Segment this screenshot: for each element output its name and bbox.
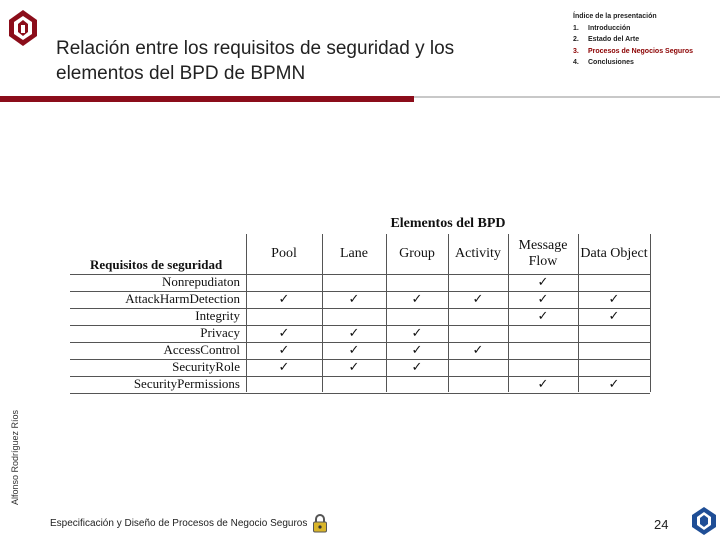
table-row-header: Requisitos de seguridad bbox=[90, 257, 223, 272]
column-header: Group bbox=[399, 246, 435, 261]
security-requirement-label: SecurityPermissions bbox=[133, 376, 240, 391]
checkmark-icon: ✓ bbox=[411, 291, 423, 306]
lock-icon bbox=[312, 513, 328, 533]
column-header: Data Object bbox=[580, 246, 648, 261]
column-header: Message Flow bbox=[518, 238, 568, 269]
toc-panel bbox=[573, 11, 693, 69]
table-column-divider bbox=[246, 234, 247, 392]
column-header: Pool bbox=[271, 246, 297, 261]
checkmark-icon: ✓ bbox=[278, 359, 290, 374]
checkmark-icon: ✓ bbox=[608, 376, 620, 391]
checkmark-icon: ✓ bbox=[411, 342, 423, 357]
slide-title: Relación entre los requisitos de seguridad y los elementos del BPD de BPMN bbox=[56, 38, 455, 84]
toc-item bbox=[573, 46, 693, 58]
toc-item-label: Introducción bbox=[588, 24, 631, 32]
security-requirement-label: SecurityRole bbox=[172, 359, 240, 374]
checkmark-icon: ✓ bbox=[348, 291, 360, 306]
accent-bar bbox=[0, 96, 414, 102]
title-separator-bar bbox=[0, 96, 720, 102]
column-header: Lane bbox=[340, 246, 368, 261]
toc-item-label: Procesos de Negocios Seguros bbox=[588, 47, 694, 55]
table-row-divider bbox=[70, 393, 650, 394]
checkmark-icon: ✓ bbox=[537, 274, 549, 289]
checkmark-icon: ✓ bbox=[348, 325, 360, 340]
column-header: Activity bbox=[455, 246, 501, 261]
checkmark-icon: ✓ bbox=[608, 308, 620, 323]
checkmark-icon: ✓ bbox=[472, 342, 484, 357]
table-column-divider bbox=[508, 234, 509, 392]
bpd-security-table bbox=[70, 216, 650, 394]
checkmark-icon: ✓ bbox=[537, 291, 549, 306]
toc-title: Índice de la presentación bbox=[573, 13, 657, 20]
toc-item bbox=[573, 57, 693, 69]
toc-item-label: Estado del Arte bbox=[588, 36, 640, 43]
rule-line bbox=[414, 96, 720, 98]
toc-item bbox=[573, 34, 693, 46]
checkmark-icon: ✓ bbox=[348, 359, 360, 374]
page-number: 24 bbox=[654, 517, 669, 532]
checkmark-icon: ✓ bbox=[278, 342, 290, 357]
checkmark-icon: ✓ bbox=[278, 291, 290, 306]
table-column-divider bbox=[386, 234, 387, 392]
university-logo-icon bbox=[690, 505, 718, 537]
checkmark-icon: ✓ bbox=[278, 325, 290, 340]
university-logo-icon bbox=[6, 8, 40, 48]
checkmark-icon: ✓ bbox=[411, 325, 423, 340]
toc-item-number: 1. bbox=[573, 24, 579, 32]
security-requirement-label: Nonrepudiaton bbox=[162, 274, 240, 289]
checkmark-icon: ✓ bbox=[411, 359, 423, 374]
toc-item bbox=[573, 23, 693, 35]
table-column-divider bbox=[650, 234, 651, 392]
table-column-divider bbox=[578, 234, 579, 392]
security-requirement-label: AttackHarmDetection bbox=[125, 291, 240, 306]
table-group-header: Elementos del BPD bbox=[390, 216, 506, 231]
toc-item-label: Conclusiones bbox=[588, 59, 634, 66]
checkmark-icon: ✓ bbox=[537, 376, 549, 391]
checkmark-icon: ✓ bbox=[608, 291, 620, 306]
checkmark-icon: ✓ bbox=[537, 308, 549, 323]
security-requirement-label: Privacy bbox=[200, 325, 240, 340]
security-requirement-label: AccessControl bbox=[163, 342, 240, 357]
toc-item-number: 3. bbox=[573, 47, 579, 55]
toc-item-number: 4. bbox=[573, 59, 579, 66]
author-name: Alfonso Rodríguez Ríos bbox=[10, 409, 20, 505]
toc-item-number: 2. bbox=[573, 36, 579, 43]
checkmark-icon: ✓ bbox=[348, 342, 360, 357]
toc-list bbox=[573, 23, 693, 69]
footer-title: Especificación y Diseño de Procesos de Negocio Seguros bbox=[50, 518, 308, 529]
checkmark-icon: ✓ bbox=[472, 291, 484, 306]
security-requirement-label: Integrity bbox=[195, 308, 240, 323]
table-column-divider bbox=[322, 234, 323, 392]
table-column-divider bbox=[448, 234, 449, 392]
